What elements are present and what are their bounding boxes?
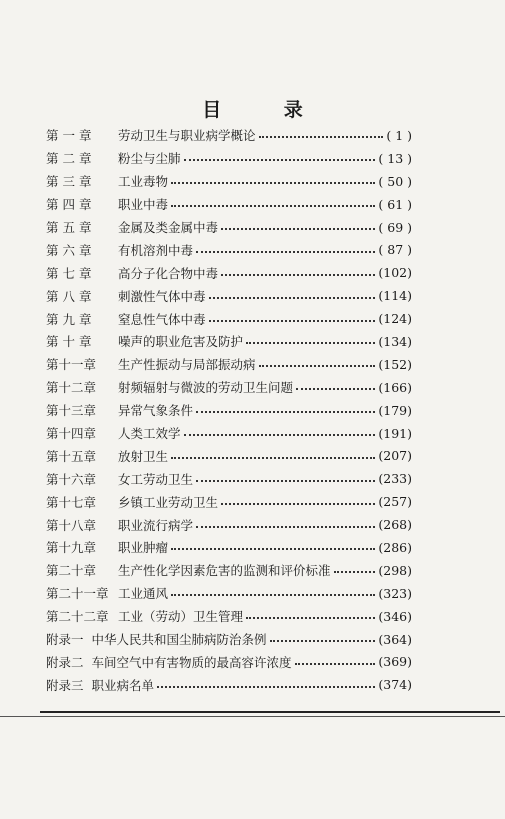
toc-entry-title: 生产性振动与局部振动病 (118, 357, 256, 373)
toc-entry-title: 窒息性气体中毒 (118, 311, 206, 327)
toc-entry-title: 工业（劳动）卫生管理 (118, 609, 244, 625)
dot-leader (221, 264, 375, 276)
toc-page-number: (207) (378, 448, 412, 464)
dot-leader (196, 516, 375, 528)
toc-entry-title: 劳动卫生与职业病学概论 (118, 128, 256, 144)
toc-entry (46, 399, 412, 422)
dot-leader (209, 310, 376, 322)
toc-entry-title: 生产性化学因素危害的监测和评价标准 (118, 563, 331, 579)
toc-entry-title: 职业肿瘤 (118, 540, 169, 556)
dot-leader (296, 378, 375, 390)
toc-page-number: ( 1 ) (386, 127, 412, 143)
toc-chapter-label: 第二十章 (46, 563, 97, 579)
dot-leader (184, 424, 376, 436)
toc-chapter-label: 第 二 章 (46, 151, 92, 167)
toc-entry (46, 422, 412, 445)
toc-entry (46, 605, 412, 628)
footer-rule (40, 711, 500, 713)
toc-chapter-label: 第 五 章 (46, 220, 92, 235)
toc-chapter-label: 第十五章 (46, 448, 97, 464)
toc-entry-title: 高分子化合物中毒 (118, 265, 219, 281)
toc-chapter-label: 第十六章 (46, 471, 97, 487)
toc-page-number: ( 50 ) (378, 173, 412, 189)
toc-chapter-label: 第十七章 (46, 494, 97, 510)
toc-chapter-label: 第二十一章 (46, 586, 109, 602)
toc-entry (46, 513, 412, 536)
toc-page-number: (346) (378, 608, 412, 624)
toc-chapter-label: 第二十二章 (46, 609, 109, 625)
toc-entry-title: 异常气象条件 (118, 403, 194, 419)
toc-page-number: (191) (378, 425, 412, 441)
toc-entry-title: 工业通风 (118, 586, 169, 602)
toc-chapter-label: 附录二 (46, 654, 84, 670)
dot-leader (270, 630, 376, 642)
dot-leader (334, 561, 376, 573)
toc-chapter-label: 附录三 (46, 677, 84, 693)
toc-page-number: ( 61 ) (378, 196, 412, 212)
toc-entry-title: 女工劳动卫生 (118, 471, 194, 487)
toc-page-number: (286) (378, 539, 412, 555)
toc-entry (46, 330, 412, 353)
toc-page-number: (233) (378, 471, 412, 487)
toc-entry (46, 307, 412, 330)
toc-entry-title: 人类工效学 (118, 426, 181, 442)
toc-page-number: ( 13 ) (378, 150, 412, 166)
toc-entry (46, 444, 412, 467)
toc-page-number: ( 69 ) (378, 219, 412, 235)
toc-entry-title: 职业流行病学 (118, 517, 194, 533)
toc-entry (46, 536, 412, 559)
toc-page-number: (114) (378, 288, 412, 304)
dot-leader (171, 172, 375, 184)
toc-chapter-label: 第十八章 (46, 517, 97, 533)
toc-entry (46, 490, 412, 513)
toc-page-number: (166) (378, 379, 412, 395)
toc-chapter-label: 第 八 章 (46, 288, 92, 304)
toc-entry (46, 170, 412, 193)
toc-page-number: (257) (378, 494, 412, 510)
toc-page-number: (124) (378, 311, 412, 327)
toc-page-number: (374) (378, 677, 412, 693)
toc-entry (46, 284, 412, 307)
toc-chapter-label: 附录一 (46, 632, 84, 648)
toc-entry-title: 放射卫生 (118, 448, 169, 464)
dot-leader (171, 195, 375, 207)
toc-entry-title: 中华人民共和国尘肺病防治条例 (91, 632, 267, 648)
toc-chapter-label: 第十一章 (46, 357, 97, 373)
toc-page-number: (179) (378, 402, 412, 418)
toc-chapter-label: 第十九章 (46, 540, 97, 556)
toc-chapter-label: 第 六 章 (46, 242, 92, 258)
toc-entry (46, 124, 412, 147)
toc-chapter-label: 第 三 章 (46, 174, 92, 190)
toc-entry-title: 车间空气中有害物质的最高容许浓度 (91, 654, 292, 670)
toc-entry-title: 射频辐射与微波的劳动卫生问题 (118, 380, 294, 396)
dot-leader (184, 149, 376, 161)
toc-entry (46, 582, 412, 605)
toc-chapter-label: 第 十 章 (46, 334, 92, 350)
toc-page-number: ( 87 ) (378, 242, 412, 258)
toc-page-number: (152) (378, 356, 412, 372)
toc-entry (46, 559, 412, 582)
footer-rule-thin (0, 716, 505, 717)
toc-chapter-label: 第 七 章 (46, 265, 92, 281)
dot-leader (171, 538, 375, 550)
toc-entry-title: 职业病名单 (91, 677, 155, 693)
toc-entry (46, 147, 412, 170)
toc-entry-title: 粉尘与尘肺 (118, 151, 181, 167)
dot-leader (221, 218, 375, 230)
toc-chapter-label: 第 一 章 (46, 128, 92, 144)
toc-page-number: (369) (378, 654, 412, 670)
toc-page-number: (134) (378, 333, 412, 349)
toc-entry (46, 261, 412, 284)
dot-leader (246, 332, 375, 344)
dot-leader (246, 607, 375, 619)
toc-entry (46, 216, 412, 239)
toc-entry (46, 650, 412, 673)
toc-chapter-label: 第 九 章 (46, 311, 92, 327)
dot-leader (259, 355, 376, 367)
toc-entry (46, 376, 412, 399)
dot-leader (196, 401, 375, 413)
toc-page-number: (323) (378, 585, 412, 601)
page-title: 目 录 (202, 99, 331, 121)
toc-page-number: (268) (378, 517, 412, 533)
dot-leader (196, 241, 375, 253)
toc-entry (46, 628, 412, 651)
dot-leader (171, 584, 375, 596)
toc-entry-title: 工业毒物 (118, 174, 169, 190)
dot-leader (171, 447, 375, 459)
dot-leader (221, 493, 375, 505)
toc-entry-title: 乡镇工业劳动卫生 (118, 494, 219, 510)
toc-page-number: (102) (378, 265, 412, 281)
dot-leader (196, 470, 375, 482)
toc-entry (46, 353, 412, 376)
toc-page-number: (298) (378, 562, 412, 578)
dot-leader (157, 676, 375, 688)
toc-entry-title: 金属及类金属中毒 (118, 220, 219, 235)
toc-page-number: (364) (378, 631, 412, 647)
toc-chapter-label: 第十四章 (46, 426, 97, 442)
toc-entry (46, 238, 412, 261)
toc-chapter-label: 第 四 章 (46, 197, 92, 213)
toc-chapter-label: 第十三章 (46, 403, 97, 419)
toc-chapter-label: 第十二章 (46, 380, 97, 396)
toc-entry-title: 有机溶剂中毒 (118, 242, 194, 258)
toc-entry-title: 职业中毒 (118, 197, 169, 213)
dot-leader (209, 287, 376, 299)
toc-entry (46, 467, 412, 490)
dot-leader (259, 126, 384, 138)
toc-entry-title: 噪声的职业危害及防护 (118, 334, 244, 350)
toc-entry (46, 673, 412, 696)
toc-entry-title: 刺激性气体中毒 (118, 288, 206, 304)
table-of-contents (46, 124, 412, 696)
toc-entry (46, 193, 412, 216)
dot-leader (295, 653, 376, 665)
